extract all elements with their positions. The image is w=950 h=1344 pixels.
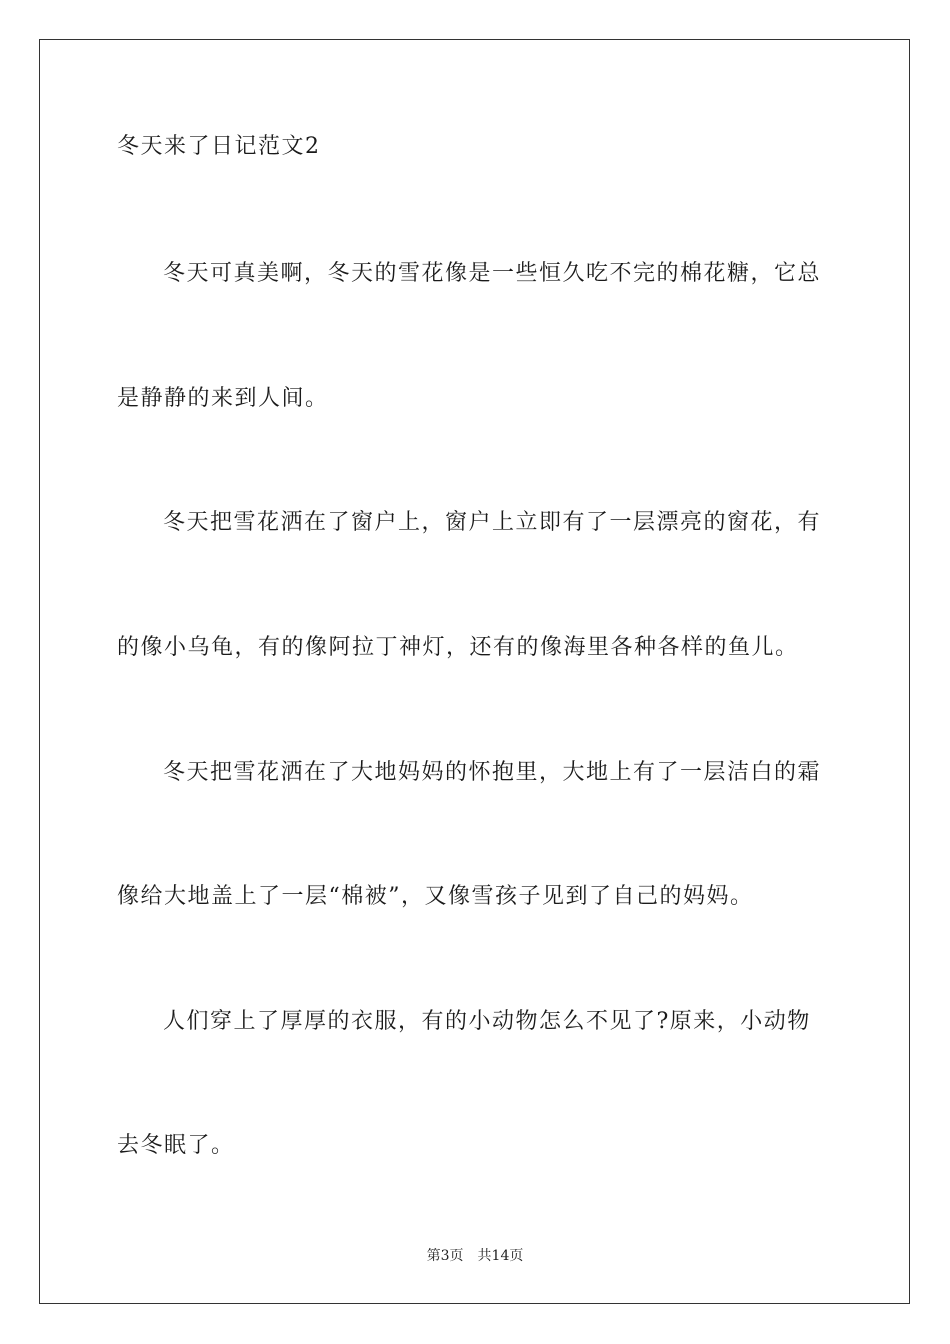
paragraph-1-line-1: 冬天可真美啊，冬天的雪花像是一些恒久吃不完的棉花糖，它总 [163, 261, 822, 286]
total-pages: 共14页 [477, 1248, 524, 1264]
page-number: 第3页 [426, 1248, 464, 1264]
page-footer [0, 1246, 950, 1266]
paragraph-3-line-1: 冬天把雪花洒在了大地妈妈的怀抱里，大地上有了一层洁白的霜 [163, 760, 822, 785]
paragraph-4-line-1: 人们穿上了厚厚的衣服，有的小动物怎么不见了?原来，小动物 [163, 1009, 811, 1034]
paragraph-2-line-1: 冬天把雪花洒在了窗户上，窗户上立即有了一层漂亮的窗花，有 [163, 510, 822, 535]
paragraph-1-line-2: 是静静的来到人间。 [117, 386, 329, 411]
document-title: 冬天来了日记范文2 [117, 134, 321, 159]
paragraph-4-line-2: 去冬眠了。 [117, 1133, 235, 1158]
paragraph-3-line-2: 像给大地盖上了一层“棉被”，又像雪孩子见到了自己的妈妈。 [117, 884, 754, 909]
page-border [39, 39, 910, 1304]
paragraph-2-line-2: 的像小乌龟，有的像阿拉丁神灯，还有的像海里各种各样的鱼儿。 [117, 635, 799, 660]
